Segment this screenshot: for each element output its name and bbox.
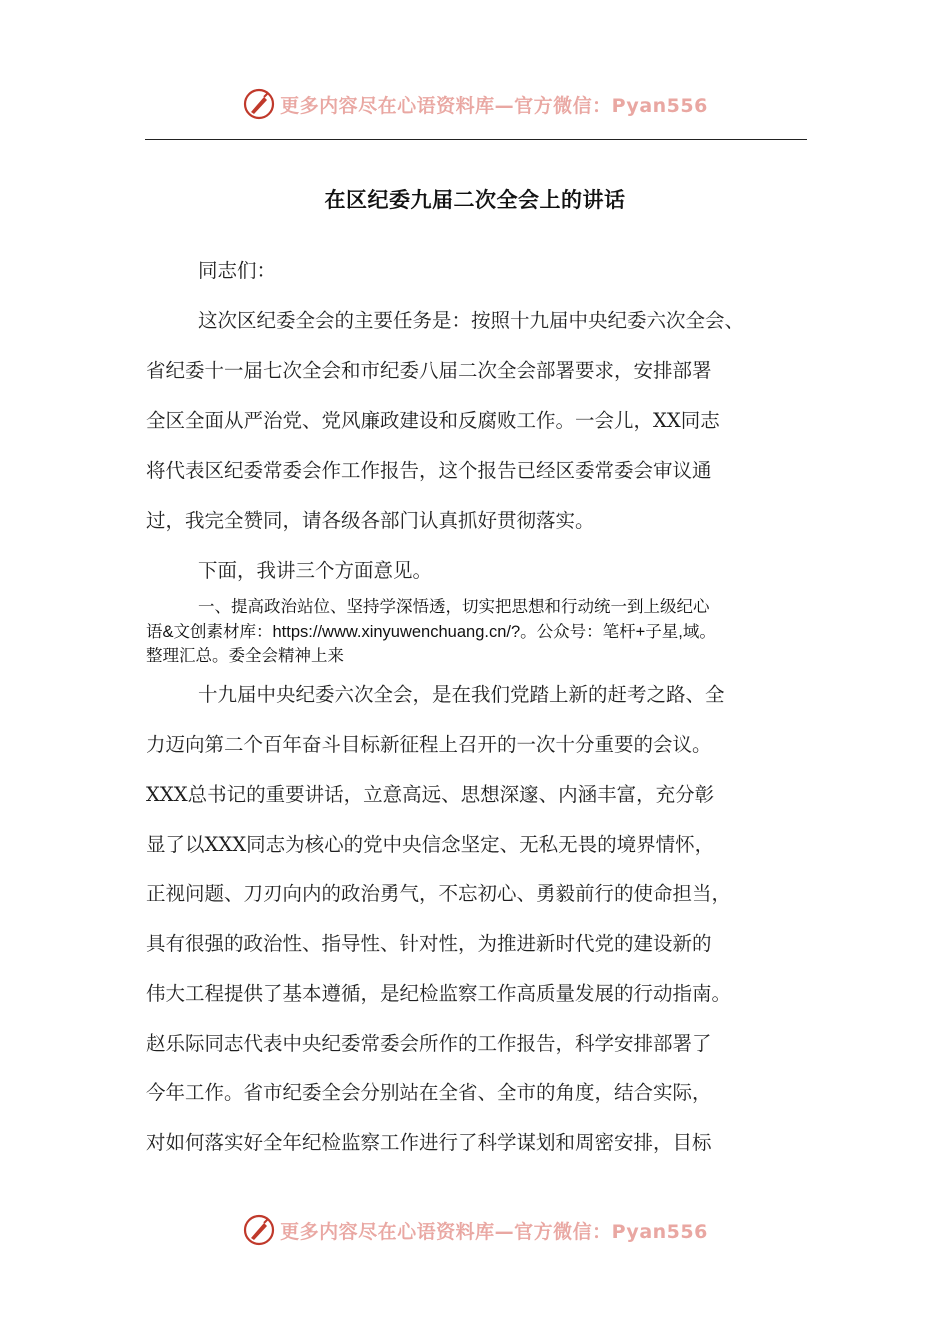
salutation: 同志们： bbox=[198, 259, 277, 282]
body-line: 具有很强的政治性、指导性、针对性，为推进新时代党的建设新的 bbox=[146, 932, 712, 955]
intro-line: 全区全面从严治党、党风廉政建设和反腐败工作。一会儿，XX同志 bbox=[146, 409, 720, 432]
body-line: 正视问题、刀刃向内的政治勇气，不忘初心、勇毅前行的使命担当， bbox=[146, 882, 732, 905]
section-heading-line: 一、提高政治站位、坚持学深悟透，切实把思想和行动统一到上级纪心 bbox=[198, 598, 710, 616]
body-line: 力迈向第二个百年奋斗目标新征程上召开的一次十分重要的会议。 bbox=[146, 733, 712, 756]
body-line: 伟大工程提供了基本遵循，是纪检监察工作高质量发展的行动指南。 bbox=[146, 982, 732, 1005]
body-line: 今年工作。省市纪委全会分别站在全省、全市的角度，结合实际， bbox=[146, 1081, 712, 1104]
footer-banner bbox=[0, 1212, 950, 1248]
section-heading-line: 整理汇总。委全会精神上来 bbox=[146, 647, 344, 665]
page-title: 在区纪委九届二次全会上的讲话 bbox=[324, 188, 626, 212]
transition-line: 下面，我讲三个方面意见。 bbox=[198, 559, 433, 582]
intro-line: 过，我完全赞同，请各级各部门认真抓好贯彻落实。 bbox=[146, 509, 595, 532]
pen-circle-logo-icon bbox=[242, 87, 276, 121]
body-line: XXX总书记的重要讲话，立意高远、思想深邃、内涵丰富，充分彰 bbox=[146, 783, 715, 806]
intro-line: 将代表区纪委常委会作工作报告，这个报告已经区委常委会审议通 bbox=[146, 459, 712, 482]
body-line: 显了以XXX同志为核心的党中央信念坚定、无私无畏的境界情怀， bbox=[146, 833, 715, 856]
body-line: 赵乐际同志代表中央纪委常委会所作的工作报告，科学安排部署了 bbox=[146, 1032, 712, 1055]
pen-circle-logo-icon bbox=[242, 1213, 276, 1247]
section-heading-line: 语&文创素材库：https://www.xinyuwenchuang.cn/?。公众号：笔杆+子星,域。 bbox=[146, 623, 716, 641]
intro-line: 省纪委十一届七次全会和市纪委八届二次全会部署要求，安排部署 bbox=[146, 359, 712, 382]
header-banner-text: 更多内容尽在心语资料库—官方微信：Pyan556 bbox=[280, 94, 708, 117]
header-divider bbox=[145, 139, 807, 140]
footer-banner-text: 更多内容尽在心语资料库—官方微信：Pyan556 bbox=[280, 1220, 708, 1243]
body-line: 十九届中央纪委六次全会，是在我们党踏上新的赶考之路、全 bbox=[198, 683, 725, 706]
body-line: 对如何落实好全年纪检监察工作进行了科学谋划和周密安排，目标 bbox=[146, 1131, 712, 1154]
header-banner bbox=[0, 86, 950, 122]
intro-line: 这次区纪委全会的主要任务是：按照十九届中央纪委六次全会、 bbox=[198, 309, 745, 332]
